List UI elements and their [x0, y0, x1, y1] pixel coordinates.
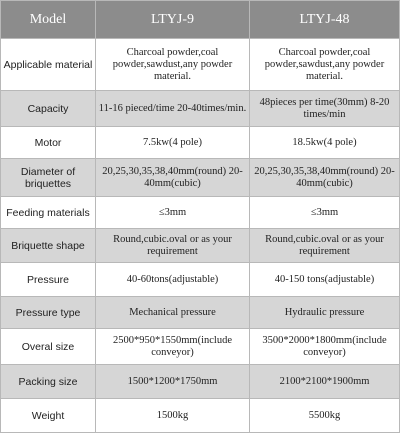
row-value-ltyj-9: Round,cubic.oval or as your requirement	[96, 229, 250, 263]
row-label: Applicable material	[1, 39, 96, 91]
row-value-ltyj-9: 7.5kw(4 pole)	[96, 127, 250, 159]
row-label: Overal size	[1, 329, 96, 365]
row-value-ltyj-48: 48pieces per time(30mm) 8-20 times/min	[250, 91, 400, 127]
row-value-ltyj-9: 20,25,30,35,38,40mm(round) 20-40mm(cubic)	[96, 159, 250, 197]
row-value-ltyj-48: 5500kg	[250, 399, 400, 433]
row-value-ltyj-9: 40-60tons(adjustable)	[96, 263, 250, 297]
pressure-row	[1, 263, 400, 297]
row-label: Weight	[1, 399, 96, 433]
row-value-ltyj-9: 1500kg	[96, 399, 250, 433]
row-label: Briquette shape	[1, 229, 96, 263]
row-value-ltyj-48: 18.5kw(4 pole)	[250, 127, 400, 159]
row-value-ltyj-9: ≤3mm	[96, 197, 250, 229]
motor-row	[1, 127, 400, 159]
row-value-ltyj-9: 11-16 pieced/time 20-40times/min.	[96, 91, 250, 127]
row-value-ltyj-48: 3500*2000*1800mm(include conveyor)	[250, 329, 400, 365]
row-value-ltyj-48: Round,cubic.oval or as your requirement	[250, 229, 400, 263]
overall-size-row	[1, 329, 400, 365]
weight-row	[1, 399, 400, 433]
row-label: Feeding materials	[1, 197, 96, 229]
model-ltyj-48-header: LTYJ-48	[250, 1, 400, 39]
row-value-ltyj-9: 2500*950*1550mm(include conveyor)	[96, 329, 250, 365]
row-value-ltyj-48: ≤3mm	[250, 197, 400, 229]
capacity-row	[1, 91, 400, 127]
row-value-ltyj-9: Mechanical pressure	[96, 297, 250, 329]
model-ltyj-9-header: LTYJ-9	[96, 1, 250, 39]
row-value-ltyj-48: Charcoal powder,coal powder,sawdust,any powder material.	[250, 39, 400, 91]
row-value-ltyj-48: Hydraulic pressure	[250, 297, 400, 329]
row-value-ltyj-9: 1500*1200*1750mm	[96, 365, 250, 399]
header-row	[1, 1, 400, 39]
feeding-materials-row	[1, 197, 400, 229]
packing-size-row	[1, 365, 400, 399]
row-value-ltyj-48: 2100*2100*1900mm	[250, 365, 400, 399]
row-value-ltyj-48: 40-150 tons(adjustable)	[250, 263, 400, 297]
briquette-shape-row	[1, 229, 400, 263]
pressure-type-row	[1, 297, 400, 329]
row-label: Motor	[1, 127, 96, 159]
row-label: Diameter of briquettes	[1, 159, 96, 197]
row-label: Pressure type	[1, 297, 96, 329]
row-label: Capacity	[1, 91, 96, 127]
model-header: Model	[1, 1, 96, 39]
applicable-material-row	[1, 39, 400, 91]
row-value-ltyj-48: 20,25,30,35,38,40mm(round) 20-40mm(cubic)	[250, 159, 400, 197]
row-label: Packing size	[1, 365, 96, 399]
row-value-ltyj-9: Charcoal powder,coal powder,sawdust,any powder material.	[96, 39, 250, 91]
row-label: Pressure	[1, 263, 96, 297]
diameter-row	[1, 159, 400, 197]
